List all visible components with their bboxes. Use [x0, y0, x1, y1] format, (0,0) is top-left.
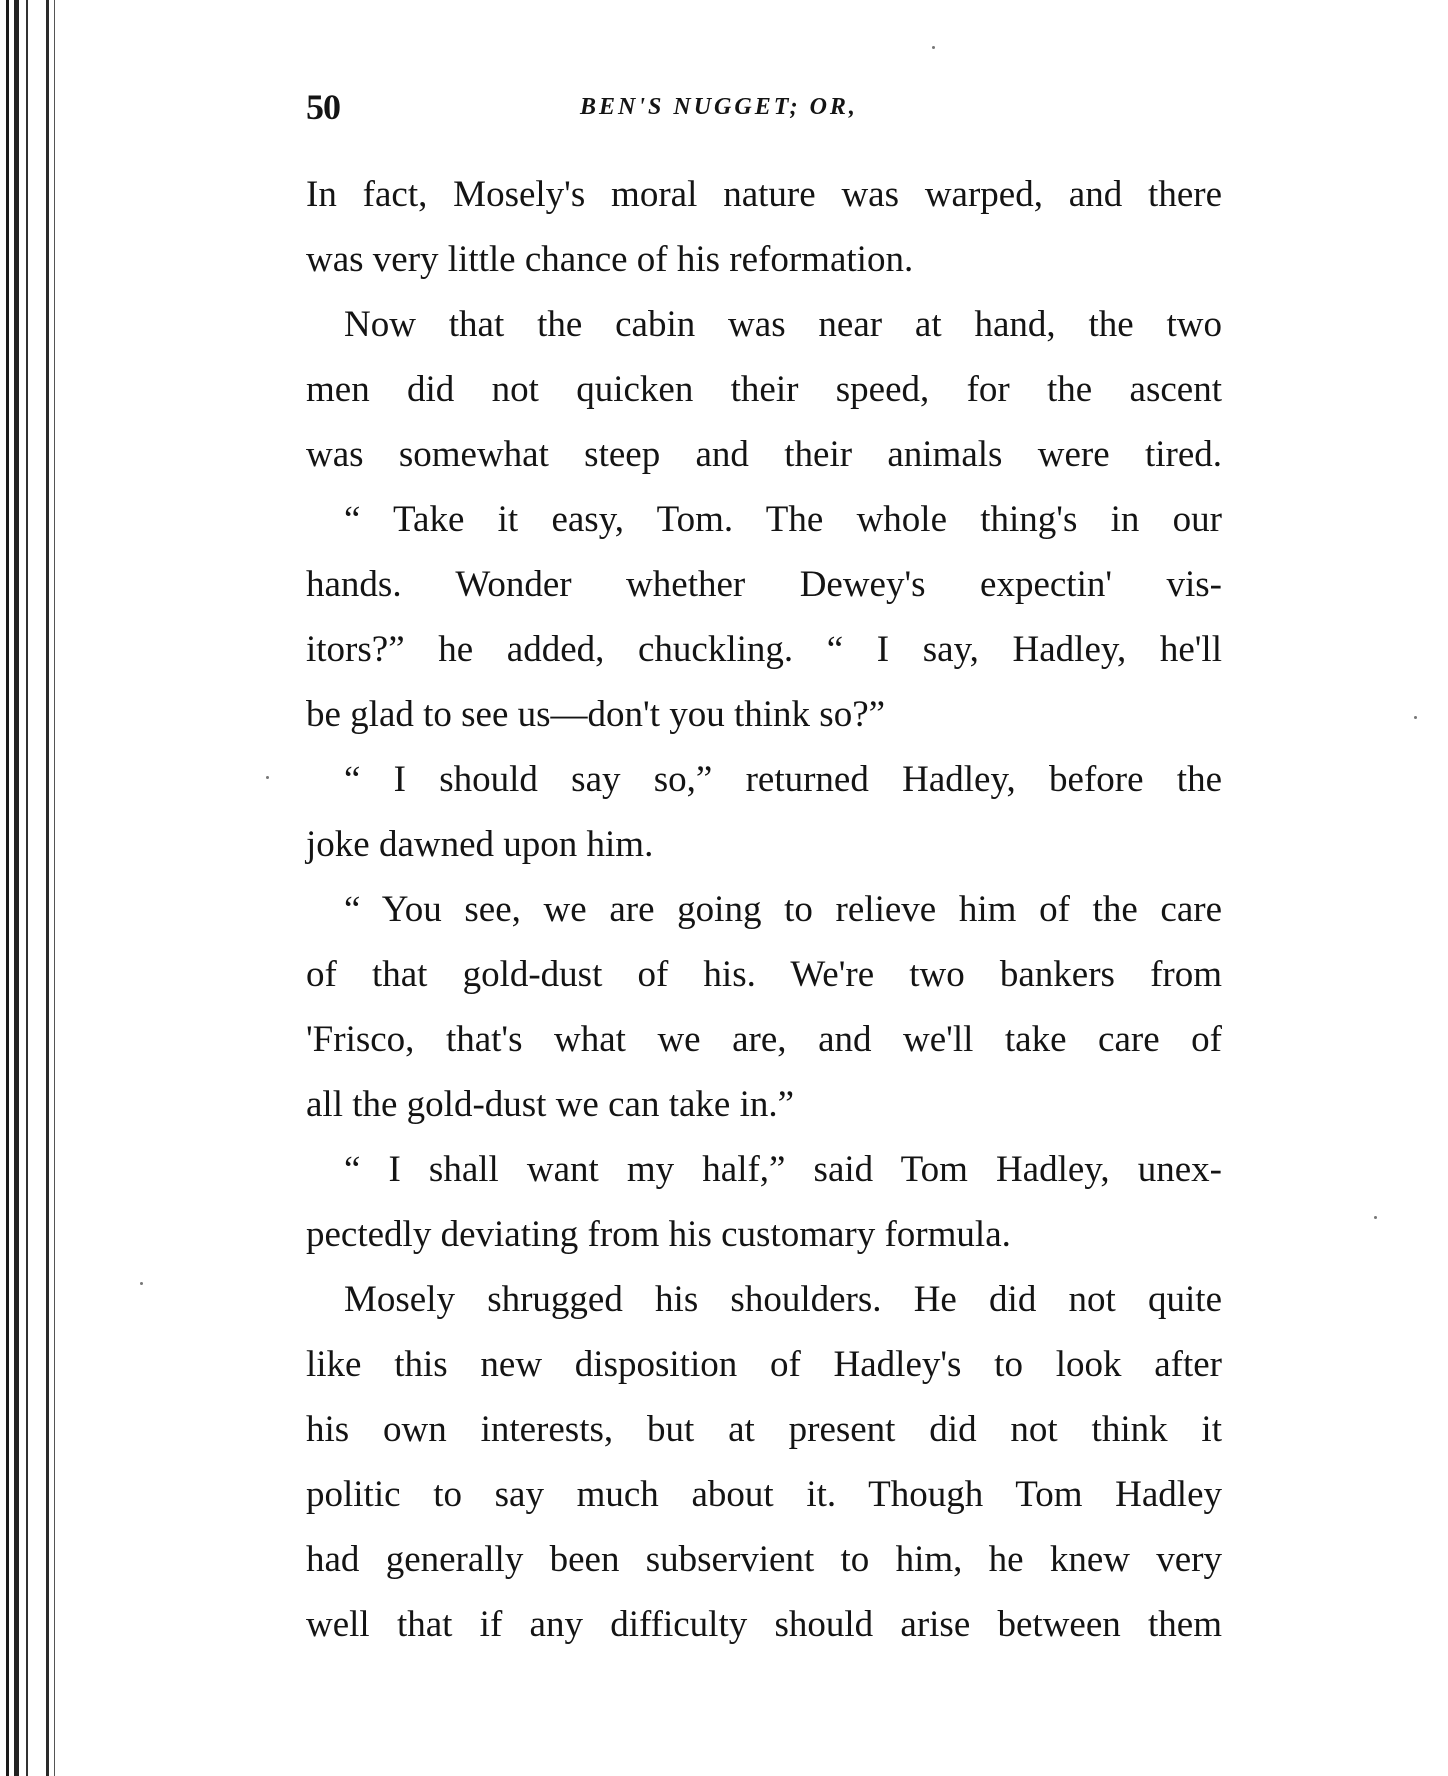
text-line: men did not quicken their speed, for the ascent — [306, 369, 1222, 410]
binding-edge — [6, 0, 9, 1776]
scan-speck — [1414, 716, 1417, 719]
binding-edge — [46, 0, 49, 1776]
page-header — [306, 86, 1226, 136]
text-line: of that gold-dust of his. We're two bankers from — [306, 954, 1222, 995]
text-line: joke dawned upon him. — [306, 824, 654, 865]
text-line: was somewhat steep and their animals were tired. — [306, 434, 1222, 475]
scan-speck — [1374, 1216, 1377, 1219]
body-text — [306, 162, 1222, 1657]
text-line: was very little chance of his reformation. — [306, 239, 914, 280]
binding-edge — [26, 0, 28, 1776]
binding-edge — [54, 0, 55, 1776]
text-line: had generally been subservient to him, he knew very — [306, 1539, 1222, 1580]
scan-speck — [266, 776, 269, 779]
text-line: Mosely shrugged his shoulders. He did not quite — [344, 1279, 1222, 1320]
text-line: itors?” he added, chuckling. “ I say, Hadley, he'll — [306, 629, 1222, 670]
text-line: “ I should say so,” returned Hadley, before the — [344, 759, 1222, 800]
text-line: “ You see, we are going to relieve him of the care — [344, 889, 1222, 930]
text-line: his own interests, but at present did not think it — [306, 1409, 1222, 1450]
text-line: be glad to see us—don't you think so?” — [306, 694, 886, 735]
scan-speck — [932, 46, 935, 49]
text-line: 'Frisco, that's what we are, and we'll take care of — [306, 1019, 1222, 1060]
scan-speck — [140, 1282, 143, 1285]
text-line: pectedly deviating from his customary formula. — [306, 1214, 1011, 1255]
text-line: politic to say much about it. Though Tom Hadley — [306, 1474, 1222, 1515]
binding-edge — [14, 0, 19, 1776]
text-line: “ Take it easy, Tom. The whole thing's in our — [344, 499, 1222, 540]
text-line: hands. Wonder whether Dewey's expectin' vis- — [306, 564, 1222, 605]
text-line: like this new disposition of Hadley's to look after — [306, 1344, 1222, 1385]
running-title: BEN'S NUGGET; OR, — [580, 94, 858, 120]
page-number: 50 — [306, 87, 340, 127]
text-line: all the gold-dust we can take in.” — [306, 1084, 795, 1125]
text-line: Now that the cabin was near at hand, the two — [344, 304, 1222, 345]
text-line: In fact, Mosely's moral nature was warped, and there — [306, 174, 1222, 215]
text-line: “ I shall want my half,” said Tom Hadley, unex- — [344, 1149, 1222, 1190]
text-line: well that if any difficulty should arise between them — [306, 1604, 1222, 1645]
